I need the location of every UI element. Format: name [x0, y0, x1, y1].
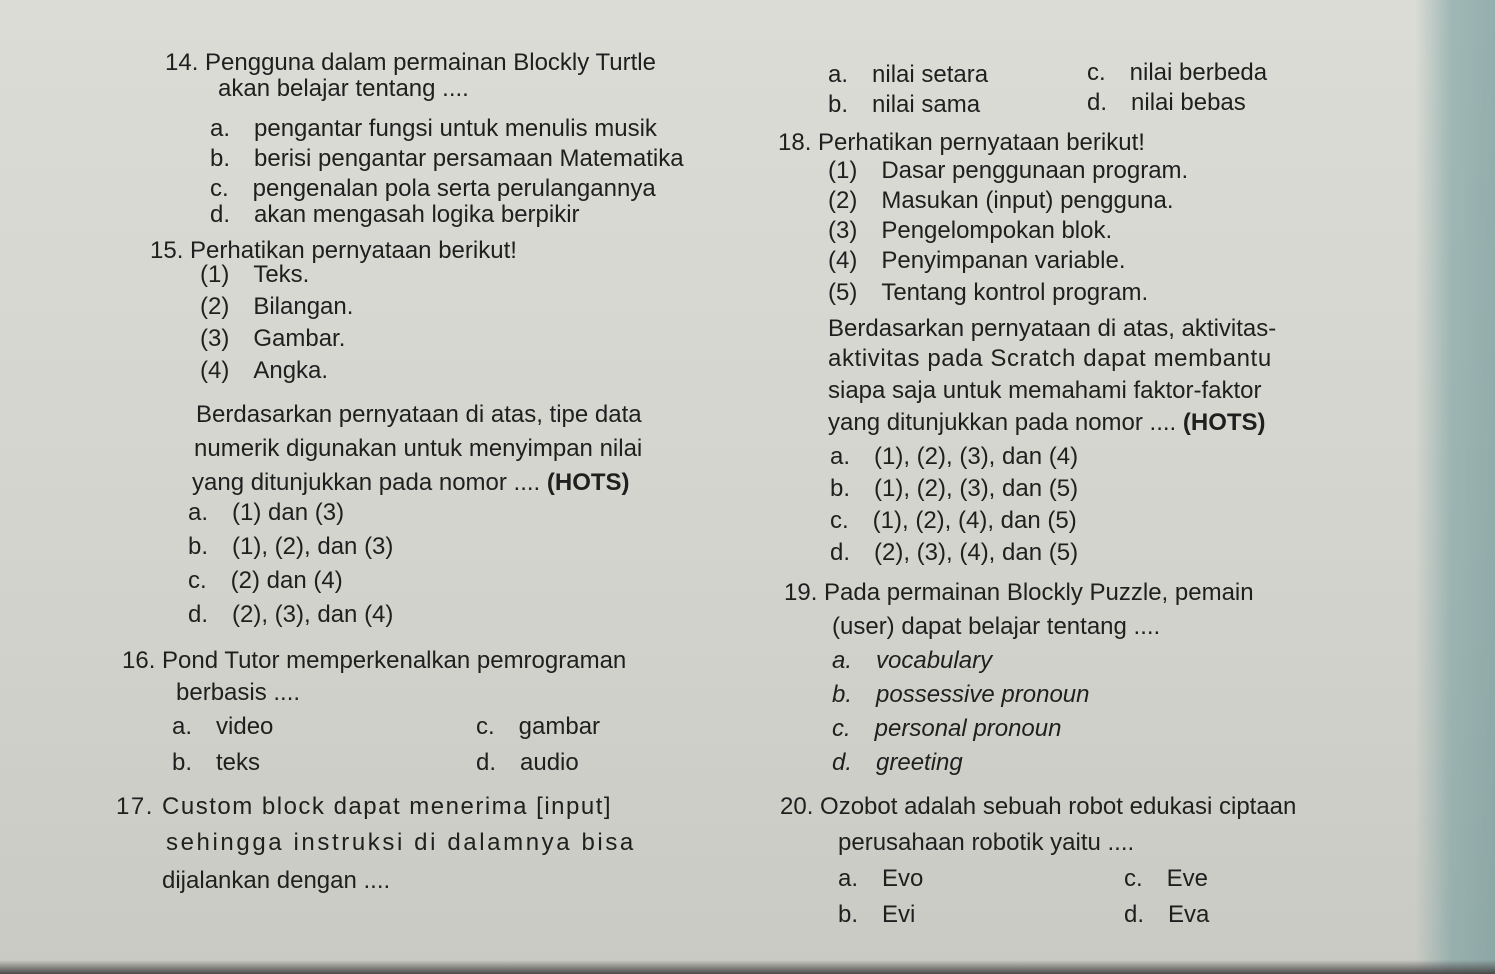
q15-option-b: b. (1), (2), dan (3)	[188, 533, 394, 560]
q18-item-1: (1) Dasar penggunaan program.	[828, 157, 1189, 184]
q14-option-a: a. pengantar fungsi untuk menulis musik	[210, 115, 657, 142]
q18-item-3: (3) Pengelompokan blok.	[828, 217, 1113, 244]
q14-option-b: b. berisi pengantar persamaan Matematika	[210, 145, 684, 172]
q14-option-d: d. akan mengasah logika berpikir	[210, 201, 580, 228]
q16-option-d: d. audio	[476, 749, 579, 776]
q19-option-b: b. possessive pronoun	[832, 681, 1090, 708]
q18-option-b: b. (1), (2), (3), dan (5)	[830, 475, 1079, 502]
q20-option-d: d. Eva	[1124, 901, 1210, 928]
q15-item-2: (2) Bilangan.	[200, 293, 354, 320]
q15-text-line2: numerik digunakan untuk menyimpan nilai	[194, 435, 643, 462]
q15-item-1: (1) Teks.	[200, 261, 310, 288]
q17-stem-line1: 17. Custom block dapat menerima [input]	[116, 793, 613, 820]
q16-stem-line2: berbasis ....	[176, 679, 301, 706]
q18-option-c: c. (1), (2), (4), dan (5)	[830, 507, 1077, 534]
q18-option-a: a. (1), (2), (3), dan (4)	[830, 443, 1079, 470]
q16-stem-line1: 16. Pond Tutor memperkenalkan pemrograman	[122, 647, 627, 674]
q19-stem-line1: 19. Pada permainan Blockly Puzzle, pemain	[784, 579, 1254, 606]
q15-option-c: c. (2) dan (4)	[188, 567, 343, 594]
q15-item-3: (3) Gambar.	[200, 325, 346, 352]
q17-option-d: d. nilai bebas	[1087, 89, 1246, 116]
q16-option-b: b. teks	[172, 749, 261, 776]
q18-option-d: d. (2), (3), (4), dan (5)	[830, 539, 1079, 566]
q16-option-a: a. video	[172, 713, 274, 740]
q15-option-d: d. (2), (3), dan (4)	[188, 601, 394, 628]
q18-item-2: (2) Masukan (input) pengguna.	[828, 187, 1174, 214]
q17-option-b: b. nilai sama	[828, 91, 981, 118]
q15-text-line1: Berdasarkan pernyataan di atas, tipe data	[196, 401, 642, 428]
q19-option-d: d. greeting	[832, 749, 963, 776]
q18-item-5: (5) Tentang kontrol program.	[828, 279, 1149, 306]
q15-stem: 15. Perhatikan pernyataan berikut!	[150, 237, 517, 264]
q20-stem-line2: perusahaan robotik yaitu ....	[838, 829, 1135, 856]
q16-option-c: c. gambar	[476, 713, 601, 740]
q19-option-c: c. personal pronoun	[832, 715, 1062, 742]
q17-option-a: a. nilai setara	[828, 61, 989, 88]
page-edge-shadow	[1415, 0, 1495, 974]
q15-item-4: (4) Angka.	[200, 357, 329, 384]
q18-text-line2: aktivitas pada Scratch dapat membantu	[828, 345, 1272, 372]
q15-text-line3: yang ditunjukkan pada nomor .... (HOTS)	[192, 469, 630, 496]
q18-item-4: (4) Penyimpanan variable.	[828, 247, 1126, 274]
q19-stem-line2: (user) dapat belajar tentang ....	[832, 613, 1161, 640]
q17-option-c: c. nilai berbeda	[1087, 59, 1268, 86]
q15-option-a: a. (1) dan (3)	[188, 499, 345, 526]
q14-option-c: c. pengenalan pola serta perulangannya	[210, 175, 656, 202]
q18-text-line4: yang ditunjukkan pada nomor .... (HOTS)	[828, 409, 1266, 436]
q17-stem-line2: sehingga instruksi di dalamnya bisa	[166, 829, 636, 856]
q20-option-a: a. Evo	[838, 865, 924, 892]
q20-stem-line1: 20. Ozobot adalah sebuah robot edukasi ciptaan	[780, 793, 1297, 820]
q20-option-c: c. Eve	[1124, 865, 1209, 892]
q18-text-line1: Berdasarkan pernyataan di atas, aktivitas-	[828, 315, 1277, 342]
q14-stem-line2: akan belajar tentang ....	[218, 75, 469, 102]
q14-stem-line1: 14. Pengguna dalam permainan Blockly Turtle	[165, 49, 656, 76]
q18-stem: 18. Perhatikan pernyataan berikut!	[778, 129, 1145, 156]
bottom-shadow	[0, 960, 1495, 974]
q18-text-line3: siapa saja untuk memahami faktor-faktor	[828, 377, 1262, 404]
q20-option-b: b. Evi	[838, 901, 916, 928]
q17-stem-line3: dijalankan dengan ....	[162, 867, 391, 894]
q19-option-a: a. vocabulary	[832, 647, 993, 674]
